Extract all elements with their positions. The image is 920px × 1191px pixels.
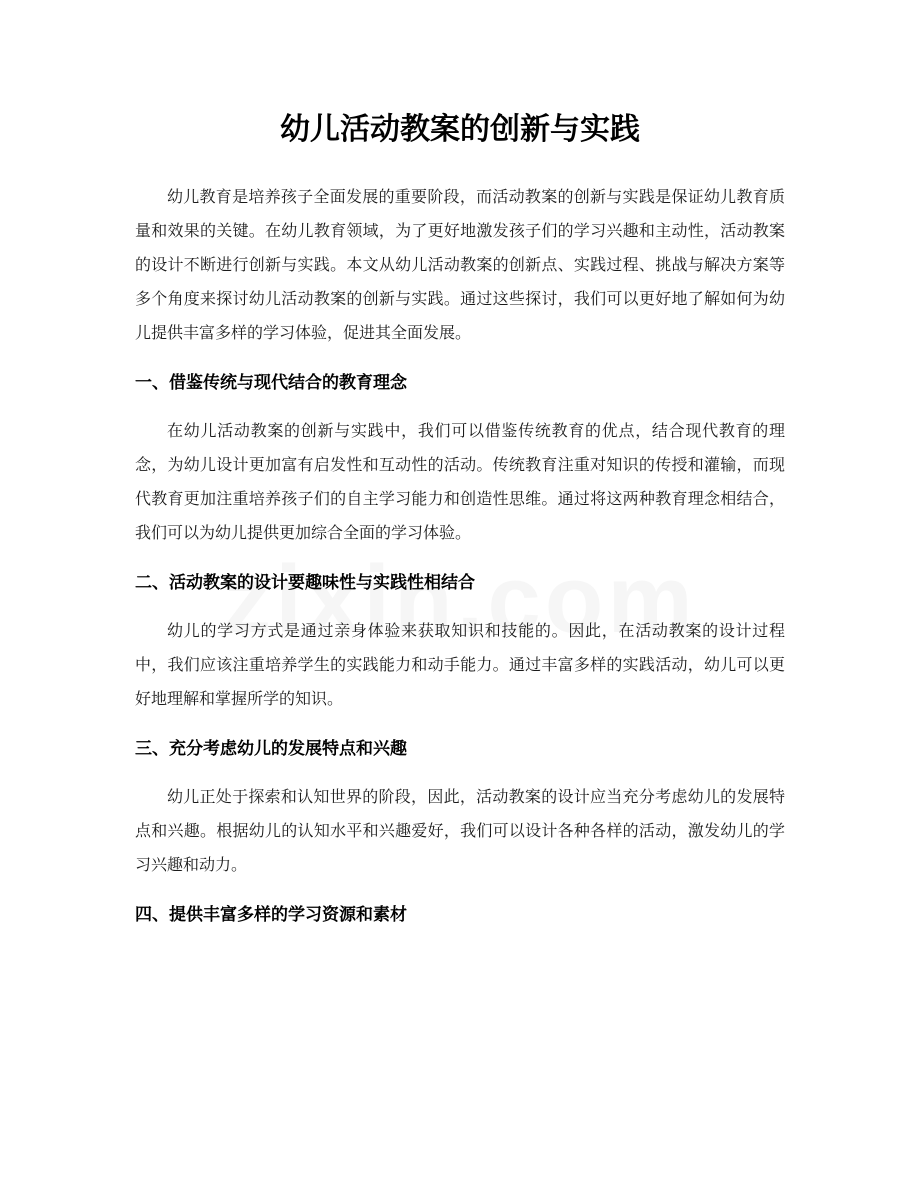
document-body <box>135 180 785 932</box>
document-title: 幼儿活动教案的创新与实践 <box>280 112 640 147</box>
section-paragraph-2: 幼儿的学习方式是通过亲身体验来获取知识和技能的。因此，在活动教案的设计过程中，我们应该注重培养学生的实践能力和动手能力。通过丰富多样的实践活动，幼儿可以更好地理解和掌握所学的知识。 <box>135 621 785 708</box>
section-heading-1: 一、借鉴传统与现代结合的教育理念 <box>135 373 407 393</box>
section-heading-3: 三、充分考虑幼儿的发展特点和兴趣 <box>135 739 407 759</box>
intro-paragraph: 幼儿教育是培养孩子全面发展的重要阶段，而活动教案的创新与实践是保证幼儿教育质量和效果的关键。在幼儿教育领域，为了更好地激发孩子们的学习兴趣和主动性，活动教案的设计不断进行创新与实践。本文从幼儿活动教案的创新点、实践过程、挑战与解决方案等多个角度来探讨幼儿活动教案的创新与实践。通过这些探讨，我们可以更好地了解如何为幼儿提供丰富多样的学习体验，促进其全面发展。 <box>135 187 785 342</box>
section-paragraph-1: 在幼儿活动教案的创新与实践中，我们可以借鉴传统教育的优点，结合现代教育的理念，为幼儿设计更加富有启发性和互动性的活动。传统教育注重对知识的传授和灌输，而现代教育更加注重培养孩子们的自主学习能力和创造性思维。通过将这两种教育理念相结合，我们可以为幼儿提供更加综合全面的学习体验。 <box>135 421 785 542</box>
section-paragraph-3: 幼儿正处于探索和认知世界的阶段，因此，活动教案的设计应当充分考虑幼儿的发展特点和兴趣。根据幼儿的认知水平和兴趣爱好，我们可以设计各种各样的活动，激发幼儿的学习兴趣和动力。 <box>135 787 785 874</box>
section-heading-4: 四、提供丰富多样的学习资源和素材 <box>135 905 407 925</box>
section-heading-2: 二、活动教案的设计要趣味性与实践性相结合 <box>135 573 475 593</box>
